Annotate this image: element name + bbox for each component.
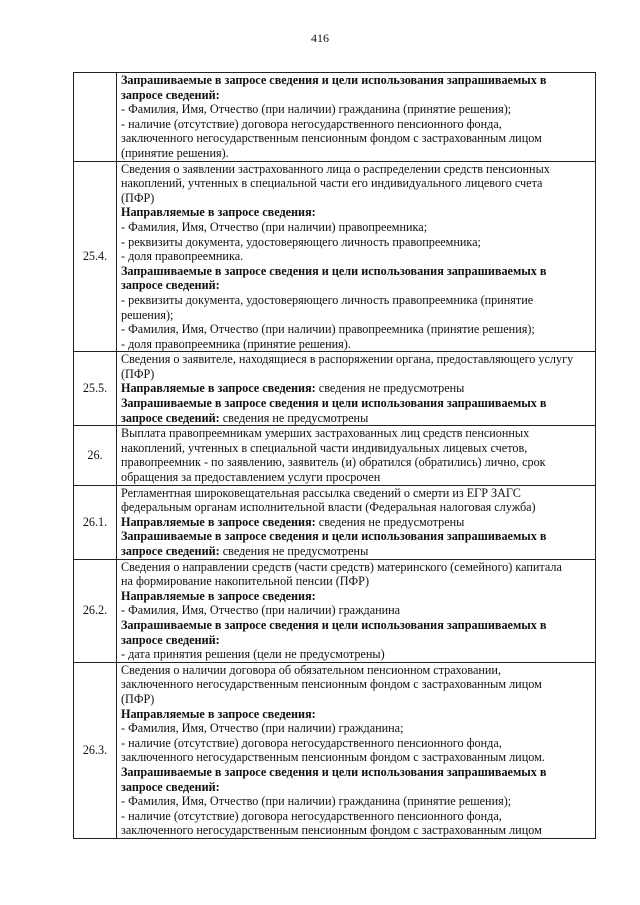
text-line <box>121 455 591 470</box>
text-line <box>121 117 591 132</box>
text-line <box>121 293 591 308</box>
plain-text: - наличие (отсутствие) договора негосударственного пенсионного фонда, <box>121 735 502 750</box>
plain-text: сведения не предусмотрены <box>315 381 465 396</box>
bold-text: Направляемые в запросе сведения: <box>121 205 316 220</box>
row-content <box>117 161 596 352</box>
text-line <box>121 308 591 323</box>
plain-text: - наличие (отсутствие) договора негосударственного пенсионного фонда, <box>121 808 502 823</box>
row-number <box>74 73 117 162</box>
services-table <box>73 72 596 839</box>
bold-text: Направляемые в запросе сведения: <box>121 588 316 603</box>
table-row <box>74 352 596 426</box>
row-content <box>117 485 596 559</box>
text-line <box>121 677 591 692</box>
text-line <box>121 352 591 367</box>
plain-text: (ПФР) <box>121 366 155 381</box>
plain-text: накоплений, учтенных в специальной части его индивидуального лицевого счета <box>121 176 543 191</box>
text-line <box>121 470 591 485</box>
plain-text: Регламентная широковещательная рассылка сведений о смерти из ЕГР ЗАГС <box>121 485 521 500</box>
plain-text: - доля правопреемника (принятие решения). <box>121 336 351 351</box>
bold-text: запросе сведений: <box>121 278 220 293</box>
plain-text: - Фамилия, Имя, Отчество (при наличии) правопреемника; <box>121 219 428 234</box>
bold-text: Запрашиваемые в запросе сведения и цели использования запрашиваемых в <box>121 396 547 411</box>
bold-text: Направляемые в запросе сведения: <box>121 514 316 529</box>
plain-text: обращения за предоставлением услуги просрочен <box>121 470 381 485</box>
plain-text: заключенного негосударственным пенсионным фондом с застрахованным лицом <box>121 677 542 692</box>
text-line <box>121 780 591 795</box>
text-line <box>121 486 591 501</box>
plain-text: сведения не предусмотрены <box>219 410 369 425</box>
bold-text: Запрашиваемые в запросе сведения и цели использования запрашиваемых в <box>121 764 547 779</box>
plain-text: - наличие (отсутствие) договора негосударственного пенсионного фонда, <box>121 116 502 131</box>
text-line <box>121 794 591 809</box>
plain-text: - доля правопреемника. <box>121 249 244 264</box>
row-content <box>117 426 596 485</box>
text-line <box>121 220 591 235</box>
text-line <box>121 73 591 88</box>
plain-text: - Фамилия, Имя, Отчество (при наличии) правопреемника (принятие решения); <box>121 322 535 337</box>
text-line <box>121 692 591 707</box>
page-number: 416 <box>311 31 329 45</box>
text-line <box>121 205 591 220</box>
text-line <box>121 191 591 206</box>
plain-text: накоплений, учтенных в специальной части индивидуальных лицевых счетов, <box>121 440 528 455</box>
plain-text: - дата принятия решения (цели не предусмотрены) <box>121 647 385 662</box>
plain-text: сведения не предусмотрены <box>315 514 465 529</box>
bold-text: запросе сведений: <box>121 779 220 794</box>
plain-text: Сведения о заявлении застрахованного лица о распределении средств пенсионных <box>121 161 550 176</box>
text-line <box>121 721 591 736</box>
table-row <box>74 73 596 162</box>
text-line <box>121 396 591 411</box>
text-line <box>121 529 591 544</box>
table-row <box>74 161 596 352</box>
text-line <box>121 663 591 678</box>
text-line <box>121 589 591 604</box>
plain-text: - реквизиты документа, удостоверяющего личность правопреемника; <box>121 234 481 249</box>
bold-text: Запрашиваемые в запросе сведения и цели использования запрашиваемых в <box>121 263 547 278</box>
text-line <box>121 809 591 824</box>
bold-text: запросе сведений: <box>121 410 220 425</box>
row-number: 26. <box>74 426 117 485</box>
plain-text: сведения не предусмотрены <box>219 544 369 558</box>
plain-text: федеральным органам исполнительной власти (Федеральная налоговая служба) <box>121 500 536 515</box>
text-line <box>121 131 591 146</box>
text-line <box>121 367 591 382</box>
text-line <box>121 146 591 161</box>
row-content <box>117 559 596 662</box>
plain-text: (ПФР) <box>121 691 155 706</box>
table-row <box>74 662 596 838</box>
plain-text: - Фамилия, Имя, Отчество (при наличии) гражданина <box>121 603 401 618</box>
bold-text: Направляемые в запросе сведения: <box>121 381 316 396</box>
plain-text: (ПФР) <box>121 190 155 205</box>
text-line <box>121 426 591 441</box>
bold-text: запросе сведений: <box>121 87 220 102</box>
text-line <box>121 736 591 751</box>
text-line <box>121 249 591 264</box>
text-line <box>121 515 591 530</box>
plain-text: заключенного негосударственным пенсионным фондом с застрахованным лицом <box>121 823 542 838</box>
text-line <box>121 235 591 250</box>
row-number: 26.1. <box>74 485 117 559</box>
plain-text: Выплата правопреемникам умерших застрахованных лиц средств пенсионных <box>121 426 530 441</box>
row-number: 26.3. <box>74 662 117 838</box>
row-number: 25.5. <box>74 352 117 426</box>
bold-text: запросе сведений: <box>121 632 220 647</box>
plain-text: Сведения о заявителе, находящиеся в распоряжении органа, предоставляющего услугу <box>121 352 574 367</box>
text-line <box>121 264 591 279</box>
plain-text: - Фамилия, Имя, Отчество (при наличии) гражданина (принятие решения); <box>121 794 512 809</box>
text-line <box>121 176 591 191</box>
text-line <box>121 750 591 765</box>
plain-text: - Фамилия, Имя, Отчество (при наличии) гражданина; <box>121 721 404 736</box>
text-line <box>121 560 591 575</box>
text-line <box>121 823 591 838</box>
text-line <box>121 337 591 352</box>
text-line <box>121 707 591 722</box>
bold-text: запросе сведений: <box>121 544 220 558</box>
text-line <box>121 765 591 780</box>
row-number: 25.4. <box>74 161 117 352</box>
bold-text: Направляемые в запросе сведения: <box>121 706 316 721</box>
text-line <box>121 411 591 426</box>
text-line <box>121 647 591 662</box>
bold-text: Запрашиваемые в запросе сведения и цели использования запрашиваемых в <box>121 73 547 87</box>
plain-text: - реквизиты документа, удостоверяющего личность правопреемника (принятие <box>121 292 534 307</box>
plain-text: (принятие решения). <box>121 145 229 160</box>
text-line <box>121 633 591 648</box>
plain-text: решения); <box>121 307 174 322</box>
plain-text: заключенного негосударственным пенсионным фондом с застрахованным лицом. <box>121 750 545 765</box>
plain-text: - Фамилия, Имя, Отчество (при наличии) гражданина (принятие решения); <box>121 102 512 117</box>
text-line <box>121 603 591 618</box>
plain-text: Сведения о наличии договора об обязательном пенсионном страховании, <box>121 662 502 677</box>
row-content <box>117 352 596 426</box>
text-line <box>121 162 591 177</box>
text-line <box>121 322 591 337</box>
text-line <box>121 102 591 117</box>
plain-text: на формирование накопительной пенсии (ПФР) <box>121 574 370 589</box>
text-line <box>121 500 591 515</box>
table-row <box>74 485 596 559</box>
text-line <box>121 278 591 293</box>
plain-text: Сведения о направлении средств (части средств) материнского (семейного) капитала <box>121 559 562 574</box>
plain-text: заключенного негосударственным пенсионным фондом с застрахованным лицом <box>121 131 542 146</box>
row-content <box>117 662 596 838</box>
row-number: 26.2. <box>74 559 117 662</box>
text-line <box>121 618 591 633</box>
bold-text: Запрашиваемые в запросе сведения и цели использования запрашиваемых в <box>121 617 547 632</box>
text-line <box>121 381 591 396</box>
plain-text: правопреемник - по заявлению, заявитель (и) обратился (обратились) лично, срок <box>121 455 546 470</box>
text-line <box>121 441 591 456</box>
text-line <box>121 544 591 559</box>
text-line <box>121 88 591 103</box>
text-line <box>121 574 591 589</box>
table-row <box>74 559 596 662</box>
table-row <box>74 426 596 485</box>
row-content <box>117 73 596 162</box>
bold-text: Запрашиваемые в запросе сведения и цели использования запрашиваемых в <box>121 529 547 544</box>
services-table-body <box>74 73 596 839</box>
